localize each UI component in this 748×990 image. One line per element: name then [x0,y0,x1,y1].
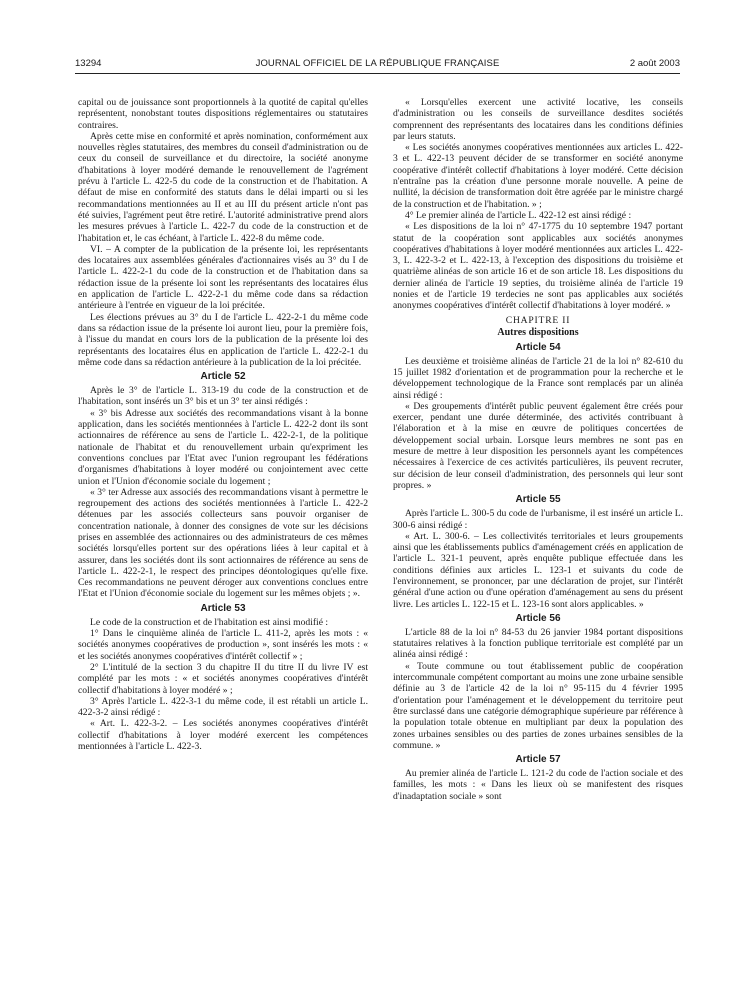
paragraph: « Lorsqu'elles exercent une activité locative, les conseils d'administration ou les conseils de surveillance desdites sociétés comprennent des représentants des locataires dans les conditions définies par leurs statuts. [393,97,683,142]
paragraph: Après cette mise en conformité et après nomination, conformément aux nouvelles règles statutaires, des membres du conseil d'administration ou de ceux du conseil de surveillance et du directoire, la société anonyme d'habitations à loyer modéré demande le renouvellement de l'agrément prévu à l'article L. 422-5 du code de la construction et de l'habitation. A défaut de mise en conformité des statuts dans le délai imparti ou si les recommandations mentionnées au II et au III du présent article n'ont pas été suivies, l'agrément peut être retiré. L'autorité administrative prend alors les mesures prévues à l'article L. 422-7 du code de la construction et de l'habitation et, le cas échéant, à l'article L. 422-8 du même code. [78,130,368,244]
page-number: 13294 [75,58,102,69]
paragraph: 1° Dans le cinquième alinéa de l'article L. 411-2, après les mots : « sociétés anonymes coopératives de production », sont insérés les mots : « et les sociétés anonymes coopératives d'intérêt collectif » ; [78,628,368,662]
paragraph: 3° Après l'article L. 422-3-1 du même code, il est rétabli un article L. 422-3-2 ainsi rédigé : [78,695,368,719]
paragraph: « 3° bis Adresse aux sociétés des recommandations visant à la bonne application, dans les sociétés mentionnées à l'article L. 422-2 dont ils sont actionnaires de référence au sens de l'article L. 422-2-1, de la politique nationale de l'habitat et du renouvellement urbain qu'expriment les conventions conclues par l'Etat avec l'union regroupant les fédérations d'organismes d'habitations à loyer modéré ou conjointement avec cette union et l'Union d'économie sociale du logement ; [78,407,368,487]
paragraph: « Les sociétés anonymes coopératives mentionnées aux articles L. 422-3 et L. 422-13 peuvent décider de se transformer en société anonyme coopérative d'intérêt collectif d'habitations à loyer modéré. Cette décision n'entraîne pas la création d'une personne morale nouvelle. A peine de nullité, la décision de transformation doit être agréée par le ministre chargé de la construction et de l'habitation. » ; [393,142,683,210]
paragraph: L'article 88 de la loi n° 84-53 du 26 janvier 1984 portant dispositions statutaires relatives à la fonction publique territoriale est complété par un alinéa ainsi rédigé : [393,626,683,661]
paragraph: 2° L'intitulé de la section 3 du chapitre II du titre II du livre IV est complété par les mots : « et sociétés anonymes coopératives d'intérêt collectif d'habitations à loyer modéré » ; [78,661,368,696]
paragraph: Les élections prévues au 3° du I de l'article L. 422-2-1 du même code dans sa rédaction issue de la présente loi auront lieu, pour la première fois, à l'issue du mandat en cours lors de la publication de la présente loi des représentants des locataires élus en application de l'article L. 422-2-1 du même code dans sa rédaction antérieure à la publication de la loi précitée. [78,311,368,368]
article-56-heading: Article 56 [515,612,561,624]
chapter-title: Autres dispositions [497,326,579,338]
paragraph: Au premier alinéa de l'article L. 121-2 du code de l'action sociale et des familles, les mots : « Dans les lieux où se manifestent des risques d'inadaptation sociale » sont [393,768,683,802]
paragraph: Après le 3° de l'article L. 313-19 du code de la construction et de l'habitation, sont insérés un 3° bis et un 3° ter ainsi rédigés : [78,385,368,408]
paragraph: « Des groupements d'intérêt public peuvent également être créés pour exercer, pendant une durée déterminée, des activités contribuant à l'élaboration et à la mise en œuvre de politiques concertées de développement social urbain. Lorsque leurs membres ne sont pas en mesure de mettre à leur disposition les personnels ayant les compétences nécessaires à l'exercice de ces activités particulières, ils peuvent recruter, sur décision de leur conseil d'administration, des personnels qui leur sont propres. » [393,400,683,491]
article-57-heading: Article 57 [515,754,561,766]
paragraph: capital ou de jouissance sont proportionnels à la quotité de capital qu'elles représentent, nonobstant toutes dispositions réglementaires ou statutaires contraires. [78,97,368,131]
article-53-heading: Article 53 [200,602,246,614]
paragraph: VI. – A compter de la publication de la présente loi, les représentants des locataires aux assemblées générales d'actionnaires visés au 3° du I de l'article L. 422-2-1 du code de la construction et de l'habitation dans sa rédaction issue de la présente loi sont les représentants des locataires élus en application de l'article L. 422-2-1 du même code dans sa rédaction antérieure à l'entrée en vigueur de la loi précitée. [78,243,368,312]
paragraph: « Toute commune ou tout établissement public de coopération intercommunale compétent comportant au moins une zone urbaine sensible définie au 3 de l'article 42 de la loi n° 95-115 du 4 février 1995 d'orientation pour l'aménagement et le développement du territoire peut être surclassé dans une catégorie démographique supérieure par référence à la population totale obtenue en multipliant par deux la population des zones urbaines sensibles ou des parties de zones urbaines sensibles de la commune. » [393,660,683,751]
journal-title: JOURNAL OFFICIEL DE LA RÉPUBLIQUE FRANÇAISE [255,58,500,69]
paragraph: Le code de la construction et de l'habitation est ainsi modifié : [90,616,329,628]
publication-date: 2 août 2003 [629,58,680,69]
right-column [393,97,683,802]
paragraph: Les deuxième et troisième alinéas de l'article 21 de la loi n° 82-610 du 15 juillet 1982 d'orientation et de programmation pour la recherche et le développement technologique de la France sont remplacés par un alinéa ainsi rédigé : [393,355,683,401]
article-54-heading: Article 54 [515,341,561,353]
paragraph: Après l'article L. 300-5 du code de l'urbanisme, il est inséré un article L. 300-6 ainsi rédigé : [393,508,683,531]
paragraph: « Art. L. 300-6. – Les collectivités territoriales et leurs groupements ainsi que les établissements publics d'aménagement créés en application de l'article L. 321-1 peuvent, après enquête publique effectuée dans les conditions définies aux articles L. 123-1 et suivants du code de l'environnement, se prononcer, par une déclaration de projet, sur l'intérêt général d'une action ou d'une opération d'aménagement au sens du présent livre. Les articles L. 122-15 et L. 123-16 sont alors applicables. » [393,530,683,610]
paragraph: « 3° ter Adresse aux associés des recommandations visant à permettre le regroupement des actions des sociétés mentionnées à l'article L. 422-2 détenues par les associés collecteurs sans pouvoir organiser de concentration nationale, à donner des consignes de vote sur les décisions prises en assemblée des actionnaires ou des administrateurs de ces mêmes sociétés lorsqu'elles portent sur des opérations liées à leur capital et à assurer, dans les sociétés dont ils sont actionnaires de référence au sens de l'article L. 422-2-1, le respect des principes déontologiques qu'elle fixe. Ces recommandations ne peuvent déroger aux conventions conclues entre l'Etat et l'Union d'économie sociale du logement sur les mêmes objets ; ». [78,486,368,600]
article-52-heading: Article 52 [200,371,246,383]
left-column [78,97,368,752]
chapter-heading: CHAPITRE II [505,314,571,326]
page-header [75,58,680,72]
header-rule [75,73,680,74]
paragraph: 4° Le premier alinéa de l'article L. 422-12 est ainsi rédigé : [405,209,632,221]
paragraph: « Art. L. 422-3-2. – Les sociétés anonymes coopératives d'intérêt collectif d'habitations à loyer modéré exercent les compétences mentionnées à l'article L. 422-3. [78,718,368,753]
article-55-heading: Article 55 [515,494,561,506]
paragraph: « Les dispositions de la loi n° 47-1775 du 10 septembre 1947 portant statut de la coopération sont applicables aux sociétés anonymes coopératives d'habitations à loyer modéré mentionnées aux articles L. 422-3, L. 422-3-2 et L. 422-13, à l'exception des dispositions du troisième et quatrième alinéas de son article 16 et de son article 18. Les dispositions du dernier alinéa de l'article 19 septies, du troisième alinéa de l'article 19 nonies et de l'article 19 terdecies ne sont pas applicables aux sociétés anonymes coopératives d'intérêt collectif d'habitations à loyer modéré. » [393,221,683,312]
